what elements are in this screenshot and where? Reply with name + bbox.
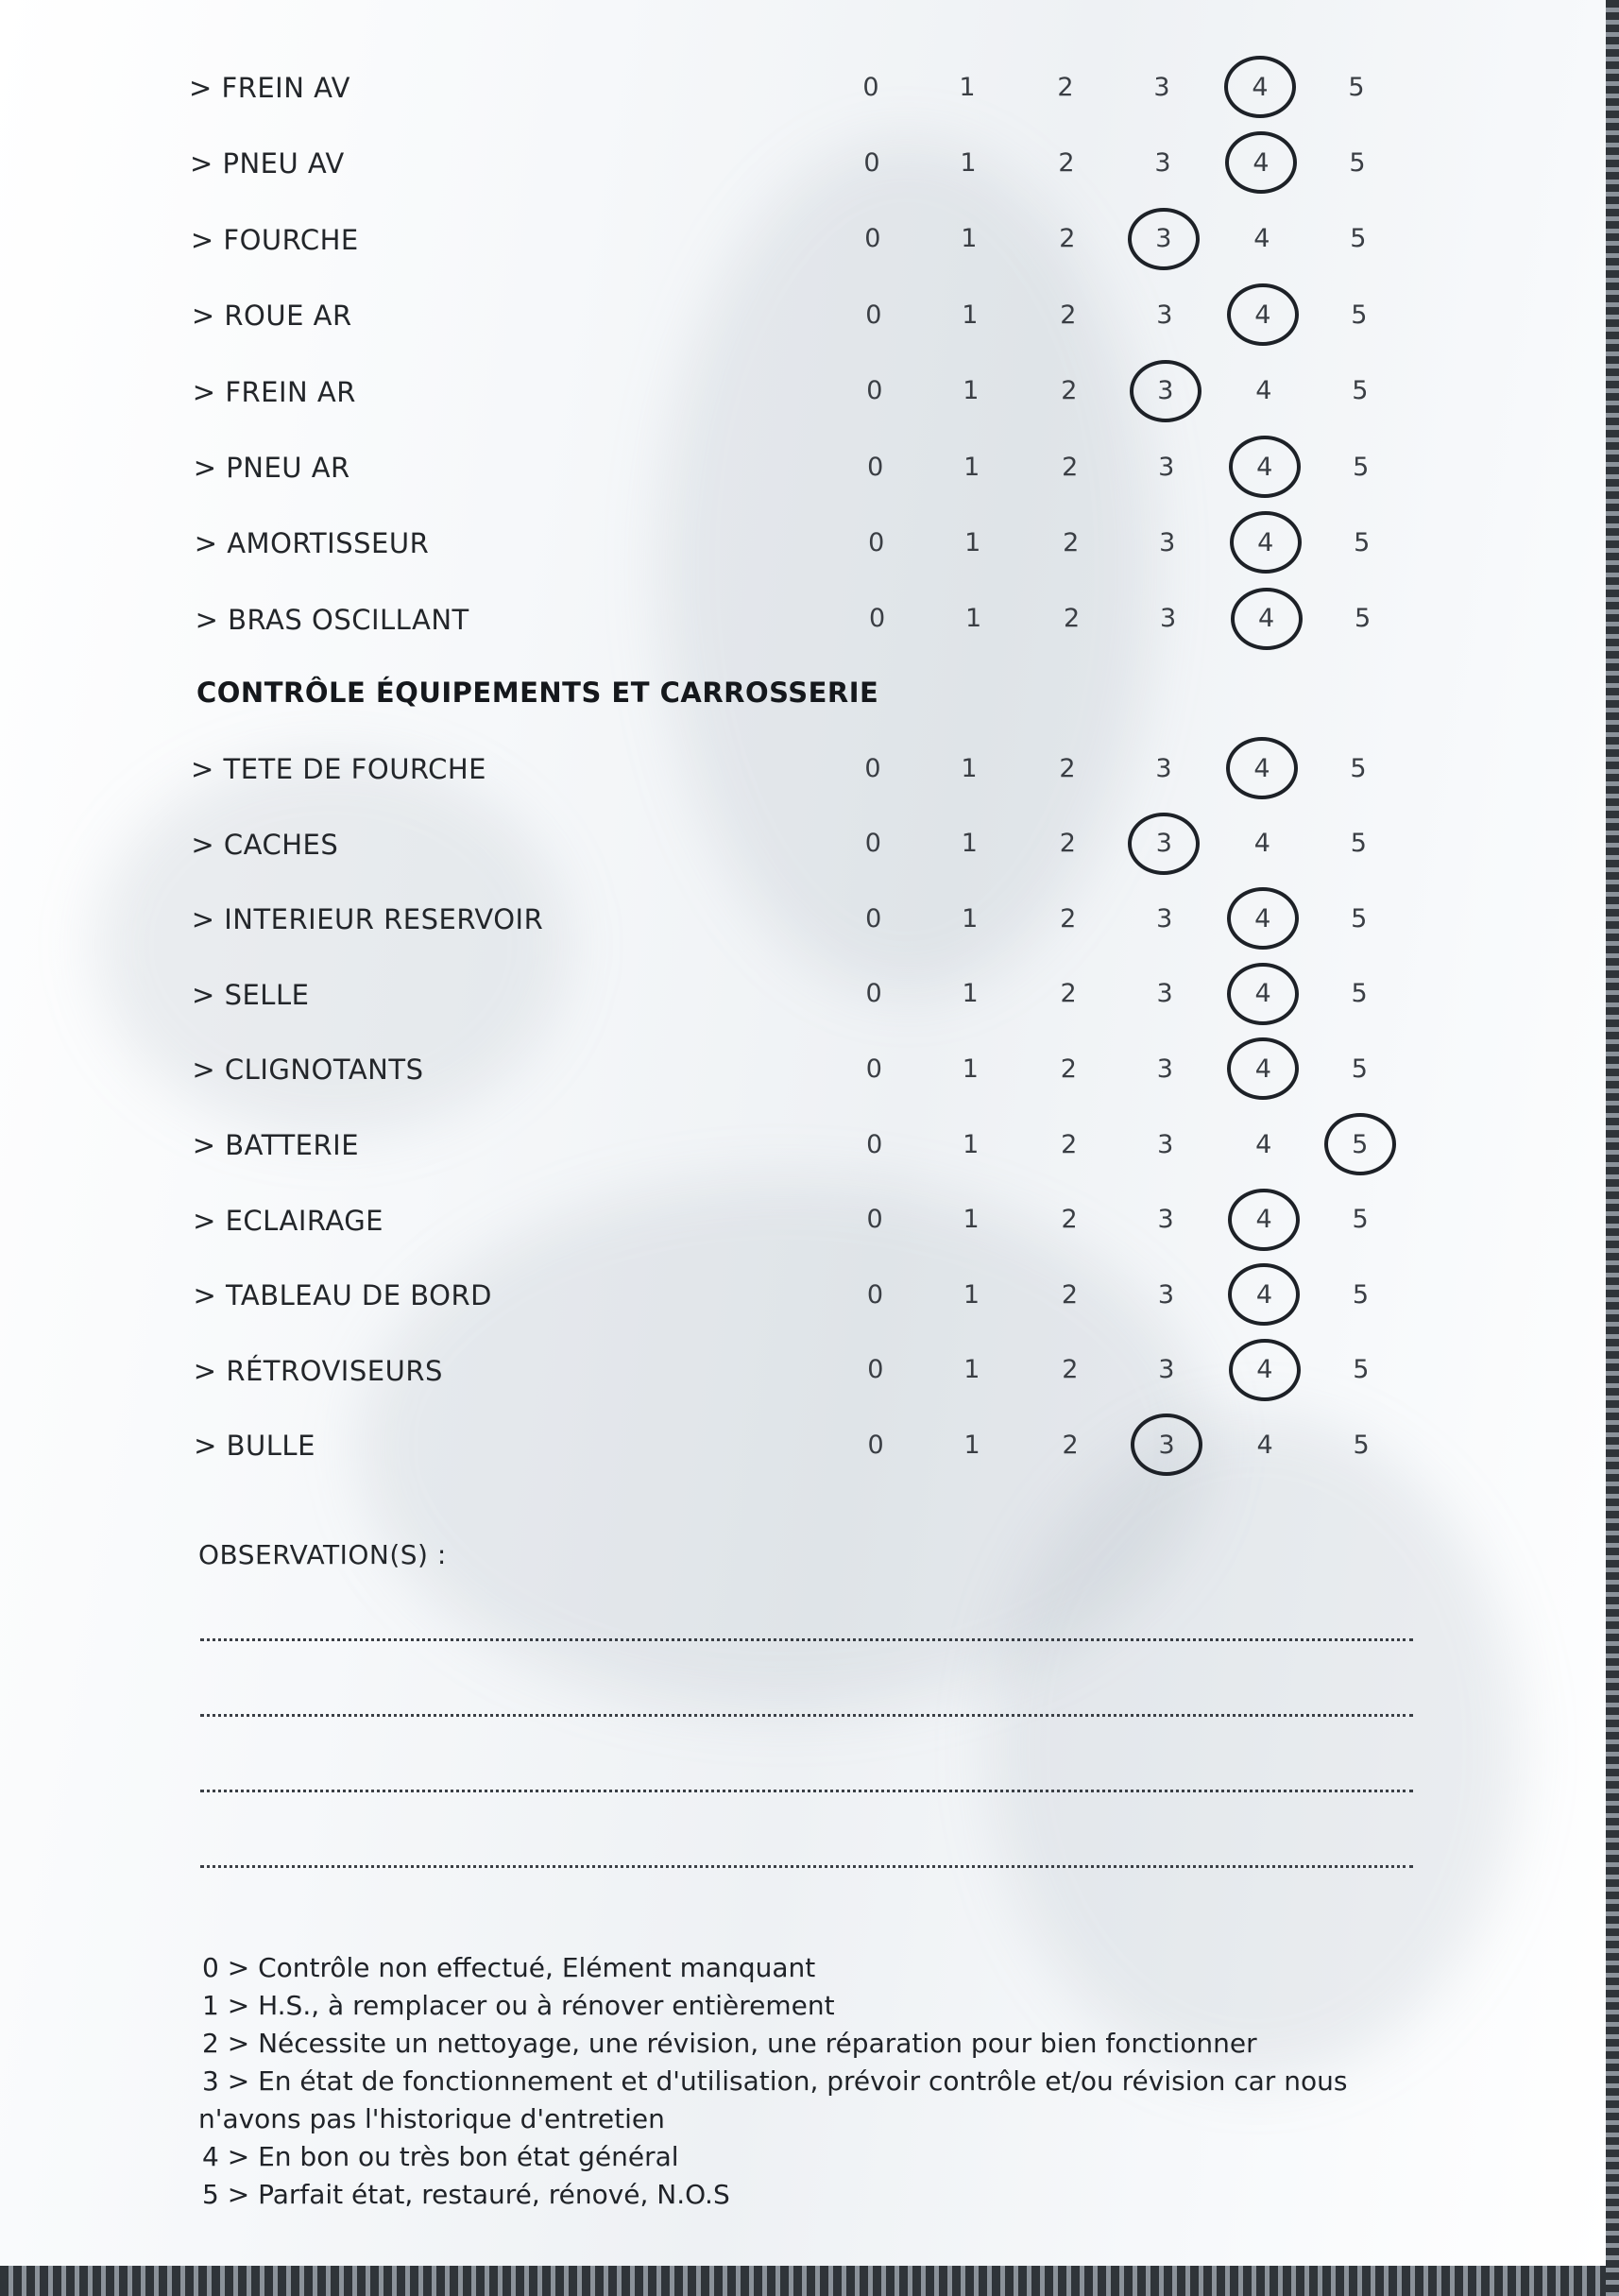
checklist-item-label: > PNEU AR bbox=[193, 452, 350, 484]
score-option-selected[interactable]: 4 bbox=[1227, 283, 1299, 346]
score-option[interactable]: 1 bbox=[962, 1054, 979, 1084]
checklist-row bbox=[194, 1416, 1440, 1473]
legend-line-5: 5 > Parfait état, restauré, rénové, N.O.S bbox=[202, 2179, 730, 2210]
checklist-row bbox=[191, 211, 1438, 267]
observation-line[interactable] bbox=[200, 1714, 1413, 1717]
score-option[interactable]: 0 bbox=[866, 1205, 883, 1235]
score-option[interactable]: 5 bbox=[1350, 224, 1367, 254]
checklist-item-label: > BULLE bbox=[194, 1430, 315, 1463]
score-option[interactable]: 0 bbox=[866, 1129, 883, 1159]
score-option[interactable]: 1 bbox=[961, 829, 978, 859]
checklist-item-label: > TETE DE FOURCHE bbox=[191, 753, 486, 785]
score-option[interactable]: 0 bbox=[865, 903, 882, 934]
score-option-selected[interactable]: 4 bbox=[1226, 737, 1298, 799]
score-option[interactable]: 3 bbox=[1155, 753, 1172, 783]
score-option-selected[interactable]: 3 bbox=[1128, 208, 1200, 270]
score-option[interactable]: 3 bbox=[1159, 527, 1176, 557]
score-option[interactable]: 0 bbox=[867, 1355, 884, 1385]
score-option[interactable]: 0 bbox=[865, 300, 882, 330]
score-option[interactable]: 5 bbox=[1352, 1279, 1370, 1310]
score-option[interactable]: 2 bbox=[1062, 1355, 1079, 1385]
score-option[interactable]: 0 bbox=[866, 376, 883, 406]
checklist-item-label: > AMORTISSEUR bbox=[194, 527, 430, 560]
legend-line-2: 2 > Nécessite un nettoyage, une révision, une réparation pour bien fonctionner bbox=[202, 2028, 1257, 2059]
score-option-selected[interactable]: 4 bbox=[1225, 131, 1297, 194]
checklist-row bbox=[192, 286, 1439, 343]
score-option[interactable]: 4 bbox=[1255, 1129, 1272, 1159]
score-option[interactable]: 1 bbox=[963, 1355, 980, 1385]
checklist-row bbox=[193, 1116, 1440, 1173]
score-option[interactable]: 1 bbox=[963, 1129, 980, 1159]
checklist-item-label: > FOURCHE bbox=[190, 223, 359, 256]
score-option-selected[interactable]: 4 bbox=[1229, 436, 1301, 498]
score-option[interactable]: 2 bbox=[1062, 452, 1079, 482]
score-option[interactable]: 4 bbox=[1253, 829, 1270, 859]
score-option[interactable]: 1 bbox=[962, 979, 979, 1009]
score-option[interactable]: 1 bbox=[962, 903, 979, 934]
score-option[interactable]: 3 bbox=[1156, 1054, 1173, 1084]
score-option[interactable]: 1 bbox=[963, 452, 980, 482]
score-option[interactable]: 0 bbox=[867, 1430, 884, 1460]
observation-line[interactable] bbox=[200, 1865, 1413, 1868]
score-option[interactable]: 2 bbox=[1060, 903, 1077, 934]
score-option[interactable]: 4 bbox=[1255, 376, 1272, 406]
checklist-row bbox=[194, 1342, 1440, 1398]
checklist-item-label: > CLIGNOTANTS bbox=[192, 1054, 424, 1087]
score-option-selected[interactable]: 4 bbox=[1228, 1189, 1300, 1251]
legend-line-1: 1 > H.S., à remplacer ou à rénover entièrement bbox=[202, 1990, 835, 2021]
score-option[interactable]: 0 bbox=[868, 527, 885, 557]
checklist-row bbox=[194, 438, 1440, 495]
score-option[interactable]: 0 bbox=[865, 979, 882, 1009]
score-option[interactable]: 0 bbox=[865, 1054, 882, 1084]
score-option-selected[interactable]: 4 bbox=[1227, 1037, 1299, 1100]
score-option[interactable]: 5 bbox=[1350, 753, 1367, 783]
checklist-item-label: > SELLE bbox=[192, 978, 310, 1011]
checklist-item-label: > ECLAIRAGE bbox=[193, 1204, 383, 1237]
observations-label: OBSERVATION(S) : bbox=[198, 1539, 447, 1570]
score-option-selected[interactable]: 4 bbox=[1229, 1339, 1301, 1401]
score-option[interactable]: 3 bbox=[1156, 979, 1173, 1009]
checklist-row bbox=[192, 966, 1439, 1022]
score-option[interactable]: 3 bbox=[1160, 604, 1177, 634]
score-option[interactable]: 5 bbox=[1348, 72, 1365, 102]
score-option[interactable]: 5 bbox=[1354, 527, 1371, 557]
score-option[interactable]: 1 bbox=[959, 72, 976, 102]
score-option[interactable]: 3 bbox=[1154, 147, 1171, 178]
score-option[interactable]: 3 bbox=[1157, 1205, 1174, 1235]
score-option[interactable]: 0 bbox=[863, 147, 880, 178]
score-option[interactable]: 2 bbox=[1063, 527, 1080, 557]
score-option[interactable]: 1 bbox=[963, 1205, 980, 1235]
score-option[interactable]: 3 bbox=[1156, 300, 1173, 330]
score-option[interactable]: 0 bbox=[864, 753, 881, 783]
checklist-item-label: > BRAS OSCILLANT bbox=[195, 603, 469, 636]
checklist-item-label: > BATTERIE bbox=[192, 1129, 360, 1161]
score-option[interactable]: 0 bbox=[864, 224, 881, 254]
score-option[interactable]: 2 bbox=[1061, 1129, 1078, 1159]
score-option[interactable]: 2 bbox=[1060, 979, 1077, 1009]
checklist-item-label: > TABLEAU DE BORD bbox=[193, 1279, 492, 1312]
score-option[interactable]: 1 bbox=[963, 376, 980, 406]
checklist-row bbox=[192, 890, 1439, 947]
score-option[interactable]: 5 bbox=[1351, 300, 1368, 330]
score-option[interactable]: 2 bbox=[1061, 1279, 1079, 1310]
score-option-selected[interactable]: 3 bbox=[1128, 813, 1200, 875]
score-option[interactable]: 1 bbox=[960, 147, 977, 178]
legend-line-4: 4 > En bon ou très bon état général bbox=[202, 2141, 679, 2172]
score-option[interactable]: 0 bbox=[869, 604, 886, 634]
checklist-item-label: > PNEU AV bbox=[189, 147, 345, 180]
score-option[interactable]: 2 bbox=[1060, 1054, 1077, 1084]
score-option[interactable]: 5 bbox=[1353, 452, 1370, 482]
checklist-row bbox=[193, 363, 1440, 420]
score-option[interactable]: 1 bbox=[962, 300, 979, 330]
score-option[interactable]: 1 bbox=[965, 604, 982, 634]
score-option-selected[interactable]: 4 bbox=[1227, 887, 1299, 950]
legend-line-3-cont: n'avons pas l'historique d'entretien bbox=[198, 2103, 665, 2134]
score-option[interactable]: 4 bbox=[1256, 1430, 1273, 1460]
score-option[interactable]: 2 bbox=[1058, 147, 1075, 178]
score-option[interactable]: 2 bbox=[1060, 300, 1077, 330]
score-option[interactable]: 2 bbox=[1057, 72, 1074, 102]
score-option[interactable]: 2 bbox=[1059, 829, 1076, 859]
score-option-selected[interactable]: 4 bbox=[1227, 963, 1299, 1025]
score-option[interactable]: 5 bbox=[1351, 903, 1368, 934]
section-title-equipment: CONTRÔLE ÉQUIPEMENTS ET CARROSSERIE bbox=[196, 677, 879, 709]
observation-line[interactable] bbox=[200, 1790, 1413, 1792]
checklist-row bbox=[191, 740, 1438, 797]
score-option-selected[interactable]: 3 bbox=[1130, 360, 1201, 422]
score-option[interactable]: 1 bbox=[964, 527, 981, 557]
checklist-row bbox=[190, 134, 1437, 191]
score-option[interactable]: 5 bbox=[1352, 1205, 1369, 1235]
score-option-selected[interactable]: 4 bbox=[1224, 56, 1296, 118]
score-option[interactable]: 1 bbox=[963, 1430, 980, 1460]
score-option[interactable]: 4 bbox=[1253, 224, 1270, 254]
checklist-item-label: > ROUE AR bbox=[191, 300, 352, 333]
score-option[interactable]: 3 bbox=[1153, 72, 1170, 102]
score-option[interactable]: 0 bbox=[867, 452, 884, 482]
score-option[interactable]: 0 bbox=[862, 72, 879, 102]
binder-edge-right bbox=[1606, 0, 1619, 2296]
score-option-selected[interactable]: 4 bbox=[1230, 511, 1302, 574]
score-option[interactable]: 5 bbox=[1350, 829, 1367, 859]
score-option[interactable]: 2 bbox=[1059, 224, 1076, 254]
score-option[interactable]: 1 bbox=[963, 1279, 980, 1310]
checklist-row bbox=[195, 514, 1441, 571]
score-option[interactable]: 5 bbox=[1355, 604, 1372, 634]
legend-line-0: 0 > Contrôle non effectué, Elément manquant bbox=[202, 1952, 816, 1983]
observation-line[interactable] bbox=[200, 1638, 1413, 1641]
score-option[interactable]: 3 bbox=[1158, 1355, 1175, 1385]
score-option[interactable]: 5 bbox=[1353, 1355, 1370, 1385]
score-option[interactable]: 3 bbox=[1157, 1279, 1175, 1310]
score-option[interactable]: 0 bbox=[866, 1279, 884, 1310]
checklist-row bbox=[189, 59, 1436, 115]
score-option-selected[interactable]: 3 bbox=[1131, 1414, 1202, 1476]
score-option[interactable]: 3 bbox=[1157, 1129, 1174, 1159]
score-option[interactable]: 5 bbox=[1353, 1430, 1370, 1460]
score-option[interactable]: 2 bbox=[1064, 604, 1081, 634]
score-option[interactable]: 5 bbox=[1349, 147, 1366, 178]
score-option[interactable]: 0 bbox=[864, 829, 881, 859]
score-option-selected[interactable]: 4 bbox=[1231, 588, 1303, 650]
score-option[interactable]: 2 bbox=[1061, 1205, 1078, 1235]
score-option[interactable]: 1 bbox=[961, 224, 978, 254]
score-option[interactable]: 3 bbox=[1156, 903, 1173, 934]
checklist-row bbox=[192, 1040, 1439, 1097]
score-option[interactable]: 2 bbox=[1061, 376, 1078, 406]
checklist-item-label: > FREIN AR bbox=[192, 375, 356, 408]
score-option[interactable]: 5 bbox=[1351, 979, 1368, 1009]
score-option-selected[interactable]: 4 bbox=[1228, 1263, 1300, 1326]
checklist-item-label: > RÉTROVISEURS bbox=[193, 1354, 443, 1387]
score-option[interactable]: 5 bbox=[1351, 1054, 1368, 1084]
score-option-selected[interactable]: 5 bbox=[1324, 1113, 1396, 1175]
legend-line-3: 3 > En état de fonctionnement et d'utilisation, prévoir contrôle et/ou révision car nous bbox=[202, 2065, 1348, 2097]
score-option[interactable]: 3 bbox=[1158, 452, 1175, 482]
checklist-item-label: > FREIN AV bbox=[189, 72, 350, 104]
score-option[interactable]: 2 bbox=[1059, 753, 1076, 783]
score-option[interactable]: 1 bbox=[961, 753, 978, 783]
checklist-item-label: > CACHES bbox=[191, 828, 339, 861]
score-option[interactable]: 2 bbox=[1062, 1430, 1079, 1460]
score-option[interactable]: 5 bbox=[1352, 376, 1369, 406]
checklist-row bbox=[193, 1191, 1440, 1248]
checklist-row bbox=[193, 1266, 1440, 1323]
checklist-row bbox=[196, 591, 1442, 647]
binder-edge bbox=[0, 2266, 1619, 2296]
checklist-row bbox=[191, 815, 1438, 872]
checklist-item-label: > INTERIEUR RESERVOIR bbox=[191, 903, 544, 936]
